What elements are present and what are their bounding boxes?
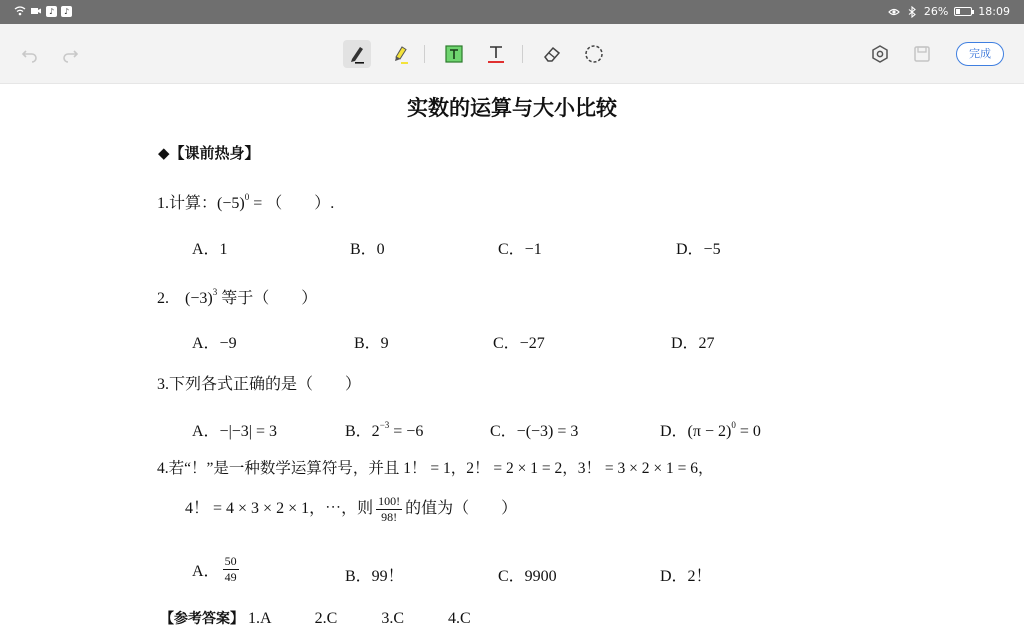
video-icon xyxy=(30,5,42,17)
question-1-option-a: A．1 xyxy=(192,241,228,258)
eraser-tool-button[interactable] xyxy=(538,40,566,68)
question-2-option-c: C．−27 xyxy=(493,335,545,352)
pen-icon xyxy=(346,43,368,65)
page-title: 实数的运算与大小比较 xyxy=(407,96,617,120)
question-4-stem-line-1: 4.若“！”是一种数学运算符号，并且 1！ = 1，2！ = 2 × 1 = 2，3！ = 3 × 2 × 1 = 6， xyxy=(157,460,714,477)
settings-button[interactable] xyxy=(866,40,894,68)
save-icon xyxy=(912,44,932,64)
question-4-option-d: D．2！ xyxy=(660,568,712,585)
tiktok-icon: ♪ xyxy=(46,6,57,17)
question-4-stem-line-2: 4！ = 4 × 3 × 2 × 1，⋯，则 $\frac{100!}{98!}$ 的值为（ ） xyxy=(185,494,518,524)
question-3-option-a: A．−|−3| = 3 xyxy=(192,423,278,440)
answer-key-label: 【参考答案】 xyxy=(160,611,244,627)
text-box-icon xyxy=(443,43,465,65)
tiktok-icon: ♪ xyxy=(61,6,72,17)
document-page xyxy=(0,84,1024,640)
eraser-icon xyxy=(541,43,563,65)
save-button[interactable] xyxy=(908,40,936,68)
question-4-option-a: A． $\frac{50}{49}$ xyxy=(192,554,237,584)
question-3-option-c: C．−(−3) = 3 xyxy=(490,423,579,440)
redo-icon xyxy=(60,44,80,64)
question-2-stem: 2. $(-3)^3$ 等于（ ） xyxy=(157,286,318,307)
battery-icon xyxy=(954,7,972,16)
battery-fill xyxy=(956,9,960,14)
question-3-option-d: D．$(\pi - 2)^0 = 0$ xyxy=(660,419,761,440)
pen-tool-button[interactable] xyxy=(343,40,371,68)
text-underline-tool-button[interactable] xyxy=(482,40,510,68)
hexagon-settings-icon xyxy=(870,44,890,64)
lasso-tool-button[interactable] xyxy=(580,40,608,68)
question-1-option-c: C．−1 xyxy=(498,241,542,258)
answer-key xyxy=(160,608,471,628)
highlighter-tool-button[interactable] xyxy=(386,40,414,68)
undo-icon xyxy=(20,44,40,64)
wifi-icon xyxy=(14,5,26,17)
answer-item: 1.A xyxy=(248,610,271,627)
eye-icon xyxy=(888,6,900,18)
done-button[interactable]: 完成 xyxy=(956,42,1004,66)
question-1-stem: 1.计算：$(-5)^0$ = （ ）. xyxy=(157,191,335,212)
question-1-option-d: D．−5 xyxy=(676,241,721,258)
text-box-tool-button[interactable] xyxy=(440,40,468,68)
section-heading: ◆【课前热身】 xyxy=(158,144,260,162)
answer-item: 4.C xyxy=(448,610,471,627)
redo-button[interactable] xyxy=(56,40,84,68)
annotation-toolbar xyxy=(0,24,1024,84)
question-1-option-b: B．0 xyxy=(350,241,385,258)
battery-percent: 26% xyxy=(923,5,949,18)
lasso-icon xyxy=(583,43,605,65)
question-2-option-d: D．27 xyxy=(671,335,715,352)
fraction-50-over-49: $\frac{50}{49}$ xyxy=(224,554,237,584)
question-3-stem: 3.下列各式正确的是（ ） xyxy=(157,376,362,393)
question-2-option-b: B．9 xyxy=(354,335,389,352)
question-4-option-b: B．99！ xyxy=(345,568,404,585)
undo-button[interactable] xyxy=(16,40,44,68)
status-bar xyxy=(0,0,1024,24)
answer-item: 3.C xyxy=(381,610,405,627)
question-4-option-c: C．9900 xyxy=(498,568,557,585)
question-2-option-a: A．−9 xyxy=(192,335,237,352)
highlighter-icon xyxy=(389,43,411,65)
answer-item: 2.C xyxy=(314,610,338,627)
text-underline-icon xyxy=(485,43,507,65)
clock-time: 18:09 xyxy=(978,5,1010,18)
fraction-100-over-98: $\frac{100!}{98!}$ xyxy=(378,494,401,524)
bluetooth-icon xyxy=(906,6,918,18)
question-3-option-b: B．$2^{-3} = -6$ xyxy=(345,419,424,440)
